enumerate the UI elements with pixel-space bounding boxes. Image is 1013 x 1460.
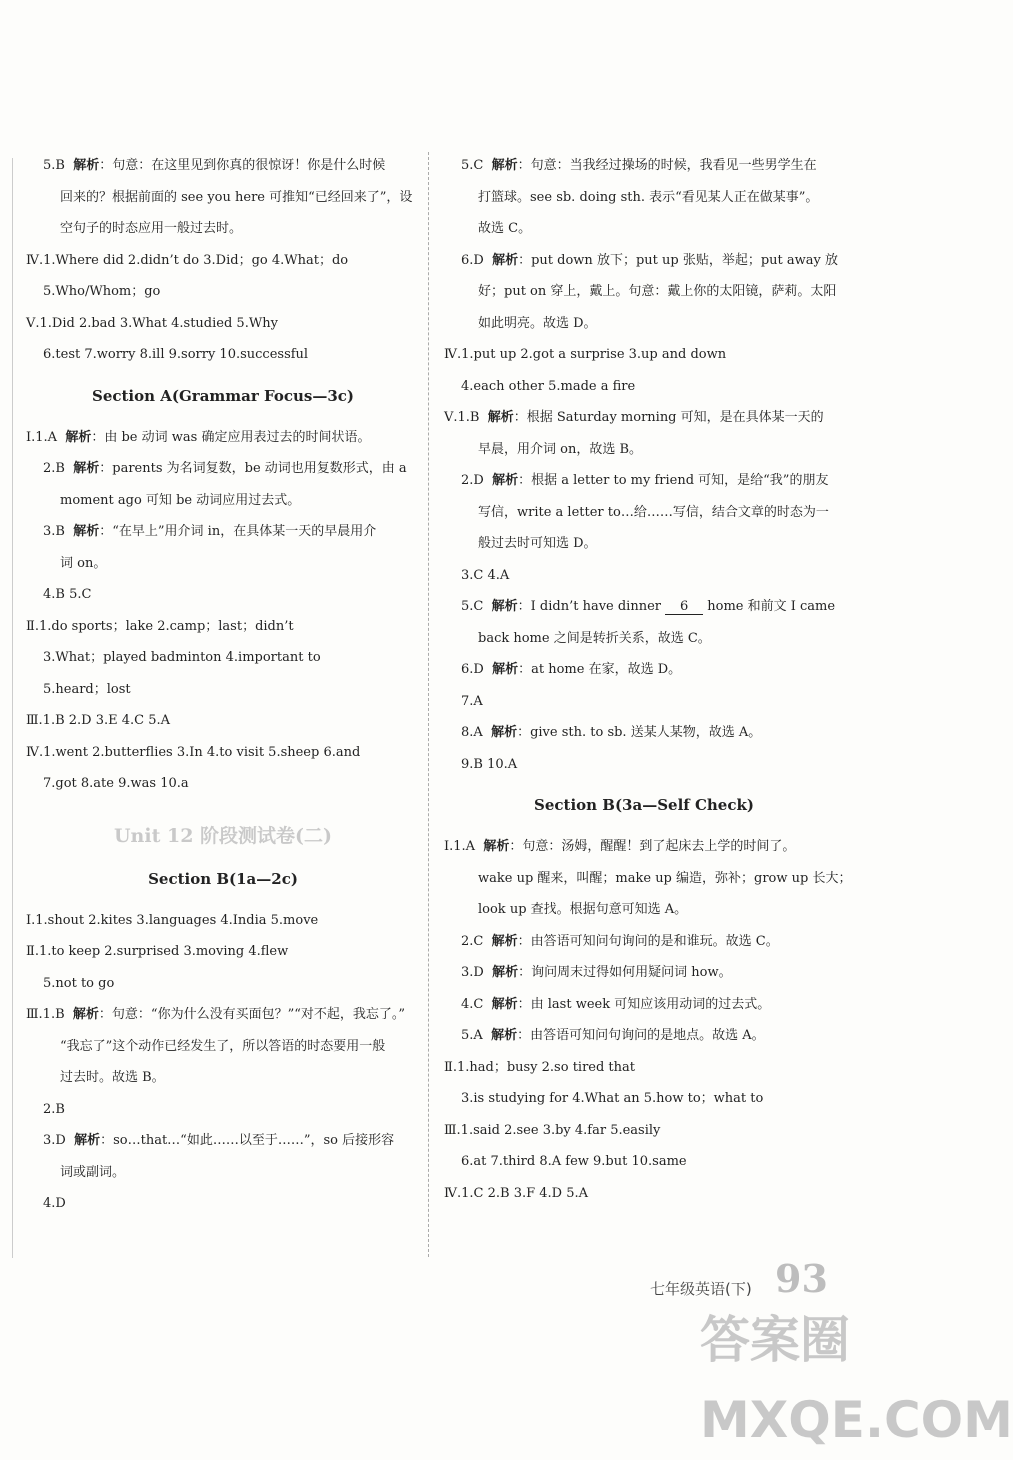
analysis-label: 解析 — [487, 410, 514, 425]
answer-line — [26, 245, 420, 277]
answer-text: Ⅳ.1.went 2.butterflies 3.In 4.to visit 5.sheep 6.and — [26, 744, 361, 760]
answer-text: Ⅳ.1.put up 2.got a surprise 3.up and down — [444, 347, 727, 362]
answer-text: Ⅲ.1.said 2.see 3.by 4.far 5.easily — [444, 1122, 661, 1138]
analysis-label: 解析 — [483, 839, 510, 854]
answer-line — [444, 434, 844, 466]
answer-text: ：句意：当我经过操场的时候，我看见一些男学生在 — [517, 158, 817, 173]
answer-text: 7.A — [461, 693, 483, 709]
answer-line — [26, 968, 420, 1000]
answer-line — [444, 339, 844, 371]
answer-text: ：句意：汤姆，醒醒！到了起床去上学的时间了。 — [509, 839, 796, 854]
answer-line — [444, 1115, 844, 1147]
analysis-label: 解析 — [65, 429, 92, 445]
answer-text: 早晨，用介词 on，故选 B。 — [478, 441, 643, 457]
answer-line — [444, 465, 844, 497]
answer-line — [444, 686, 844, 718]
answer-line — [444, 654, 844, 686]
answer-text: moment ago 可知 be 动词应用过去式。 — [60, 492, 301, 508]
section-heading: Section A(Grammar Focus—3c) — [91, 386, 354, 405]
answer-line — [26, 1062, 420, 1094]
answer-text: ：句意：在这里见到你真的很惊讶！你是什么时候 — [99, 158, 386, 173]
answer-number: 5.A — [461, 1028, 483, 1043]
analysis-label: 解析 — [491, 1028, 518, 1043]
answer-text: look up 查找。根据句意可知选 A。 — [478, 902, 688, 917]
answer-line — [26, 905, 420, 937]
answer-line — [26, 999, 420, 1031]
answer-number: Ⅰ.1.A — [444, 839, 476, 854]
answer-line — [444, 308, 844, 340]
answer-line — [26, 768, 420, 800]
answer-text: Ⅱ.1.to keep 2.surprised 3.moving 4.flew — [26, 944, 289, 959]
answer-number: Ⅲ.1.B — [26, 1007, 65, 1022]
answer-line — [444, 497, 844, 529]
answer-line — [26, 579, 420, 611]
answer-line — [444, 182, 844, 214]
answer-text: ：parents 为名词复数，be 动词也用复数形式，由 a — [99, 461, 407, 476]
answer-line — [26, 213, 420, 245]
answer-line — [444, 623, 844, 655]
answer-text: 4.B 5.C — [43, 587, 92, 602]
answer-text: 6.at 7.third 8.A few 9.but 10.same — [461, 1154, 687, 1169]
answer-number: Ⅰ.1.A — [26, 429, 58, 445]
answer-line — [444, 528, 844, 560]
answer-line — [26, 339, 420, 371]
answer-line — [444, 591, 844, 623]
answer-number: Ⅴ.1.B — [444, 410, 480, 425]
answer-text: wake up 醒来，叫醒；make up 编造，弥补；grow up 长大； — [478, 870, 852, 886]
answer-line — [26, 1094, 420, 1126]
answer-text: ：give sth. to sb. 送某人某物，故选 A。 — [517, 725, 762, 740]
answer-line — [444, 831, 844, 863]
answer-text: ：根据 a letter to my friend 可知，是给“我”的朋友 — [518, 473, 829, 488]
answer-text-after: home 和前文 I came — [703, 599, 836, 614]
answer-text: Ⅴ.1.Did 2.bad 3.What 4.studied 5.Why — [26, 315, 278, 331]
answer-text: ：询问周末过得如何用疑问词 how。 — [518, 965, 732, 980]
answer-text: ：“在早上”用介词 in，在具体某一天的早晨用介 — [99, 524, 377, 539]
answer-line — [26, 485, 420, 517]
answer-text: Ⅰ.1.shout 2.kites 3.languages 4.India 5.move — [26, 912, 319, 928]
answer-line — [26, 737, 420, 769]
answer-line — [444, 276, 844, 308]
answer-text: 2.B — [43, 1101, 65, 1117]
answer-text: Ⅲ.1.B 2.D 3.E 4.C 5.A — [26, 713, 171, 728]
answer-line — [444, 749, 844, 781]
answer-text: 3.C 4.A — [461, 567, 510, 583]
answer-line — [444, 560, 844, 592]
answer-text: 6.test 7.worry 8.ill 9.sorry 10.successful — [43, 347, 309, 362]
answer-line — [444, 1178, 844, 1210]
answer-number: 8.A — [461, 725, 483, 740]
answer-line — [444, 402, 844, 434]
answer-line — [26, 936, 420, 968]
analysis-label: 解析 — [492, 473, 519, 488]
right-column — [444, 150, 852, 1209]
answer-line — [444, 989, 844, 1021]
answer-number: 2.D — [461, 473, 484, 488]
answer-text: ：句意：“你为什么没有买面包？”“对不起，我忘了。” — [98, 1007, 406, 1022]
answer-text: ：由 be 动词 was 确定应用表过去的时间状语。 — [91, 429, 371, 445]
answer-text: 好；put on 穿上，戴上。句意：戴上你的太阳镜，萨莉。太阳 — [478, 284, 837, 299]
answer-text: 4.each other 5.made a fire — [461, 378, 636, 394]
answer-number: 3.B — [43, 524, 65, 539]
answer-line — [26, 516, 420, 548]
answer-text: ：I didn’t have dinner — [517, 599, 666, 614]
analysis-label: 解析 — [73, 158, 100, 173]
answer-line — [444, 1052, 844, 1084]
answer-line — [26, 674, 420, 706]
answer-line — [26, 1031, 420, 1063]
answer-line — [26, 642, 420, 674]
answer-line — [26, 276, 420, 308]
answer-line — [444, 717, 844, 749]
answer-text: 3.is studying for 4.What an 5.how to；what to — [461, 1091, 764, 1106]
answer-line — [26, 548, 420, 580]
analysis-label: 解析 — [491, 158, 518, 173]
answer-text: ：由答语可知问句询问的是和谁玩。故选 C。 — [517, 933, 779, 949]
answer-number: 5.C — [461, 158, 484, 173]
answer-number: 3.D — [43, 1133, 66, 1148]
answer-text: Ⅳ.1.Where did 2.didn’t do 3.Did；go 4.What；do — [26, 252, 349, 268]
page-number: 93 — [775, 1256, 828, 1301]
answer-text: 3.What；played badminton 4.important to — [43, 650, 321, 665]
answer-text: 9.B 10.A — [461, 756, 518, 772]
answer-text: “我忘了”这个动作已经发生了，所以答语的时态要用一般 — [60, 1038, 386, 1054]
left-column — [26, 150, 420, 1220]
analysis-label: 解析 — [492, 252, 519, 268]
answer-line — [444, 371, 844, 403]
answer-text: 打篮球。see sb. doing sth. 表示“看见某人正在做某事”。 — [478, 189, 819, 205]
answer-text: ：由答语可知问句询问的是地点。故选 A。 — [517, 1028, 765, 1043]
page-edge-line — [12, 158, 13, 1258]
answer-line — [26, 1188, 420, 1220]
watermark-logo: 答案圈 MXQE.COM — [700, 1311, 1013, 1449]
answer-line — [26, 705, 420, 737]
answer-number: 3.D — [461, 965, 484, 980]
analysis-label: 解析 — [73, 461, 100, 476]
answer-line — [26, 1125, 420, 1157]
answer-line — [444, 957, 844, 989]
answer-text: 5.heard；lost — [43, 681, 131, 697]
answer-text: 写信，write a letter to…给……写信，结合文章的时态为一 — [478, 504, 829, 520]
answer-line — [26, 422, 420, 454]
answer-number: 2.B — [43, 461, 65, 476]
analysis-label: 解析 — [491, 599, 518, 614]
answer-number: 2.C — [461, 933, 484, 949]
answer-line — [444, 1146, 844, 1178]
answer-line — [444, 894, 844, 926]
answer-text: 空句子的时态应用一般过去时。 — [60, 221, 243, 236]
answer-text: Ⅳ.1.C 2.B 3.F 4.D 5.A — [444, 1185, 588, 1201]
answer-text: 如此明亮。故选 D。 — [478, 315, 597, 331]
answer-text: 5.not to go — [43, 975, 115, 991]
answer-text: 故选 C。 — [478, 221, 532, 236]
answer-line — [444, 1083, 844, 1115]
answer-text: ：at home 在家，故选 D。 — [518, 662, 682, 677]
answer-line — [444, 150, 844, 182]
answer-line — [26, 308, 420, 340]
answer-text: 5.Who/Whom；go — [43, 284, 161, 299]
answer-text: ：根据 Saturday morning 可知，是在具体某一天的 — [513, 410, 824, 425]
analysis-label: 解析 — [492, 965, 519, 980]
answer-line — [26, 182, 420, 214]
answer-text: 4.D — [43, 1196, 66, 1211]
answer-text: 般过去时可知选 D。 — [478, 536, 597, 551]
answer-number: 6.D — [461, 662, 484, 677]
answer-text: 7.got 8.ate 9.was 10.a — [43, 776, 189, 791]
fill-blank: 6 — [665, 599, 703, 615]
footer-grade-label: 七年级英语(下) — [650, 1280, 752, 1298]
analysis-label: 解析 — [72, 1007, 99, 1022]
answer-number: 4.C — [461, 996, 484, 1012]
section-heading: Section B(3a—Self Check) — [534, 796, 754, 814]
answer-text: Ⅱ.1.had；busy 2.so tired that — [444, 1059, 636, 1075]
answer-line — [444, 245, 844, 277]
answer-line — [444, 863, 852, 895]
unit-heading: Unit 12 阶段测试卷(二) — [113, 824, 333, 847]
answer-text: 词或副词。 — [60, 1164, 126, 1180]
answer-number: 5.C — [461, 599, 484, 614]
answer-text: 回来的？根据前面的 see you here 可推知“已经回来了”，设 — [60, 189, 413, 205]
answer-line — [26, 611, 420, 643]
analysis-label: 解析 — [492, 662, 519, 677]
answer-line — [444, 926, 844, 958]
answer-text: back home 之间是转折关系，故选 C。 — [478, 630, 711, 646]
analysis-label: 解析 — [491, 725, 518, 740]
answer-number: 5.B — [43, 158, 65, 173]
answer-number: 6.D — [461, 252, 484, 268]
answer-text: 词 on。 — [60, 555, 107, 571]
answer-text: ：so…that…“如此……以至于……”，so 后接形容 — [100, 1133, 395, 1148]
answer-line — [26, 150, 420, 182]
analysis-label: 解析 — [74, 1133, 101, 1148]
answer-line — [444, 1020, 844, 1052]
answer-text: Ⅱ.1.do sports；lake 2.camp；last；didn’t — [26, 618, 294, 634]
answer-line — [444, 213, 844, 245]
section-heading: Section B(1a—2c) — [148, 869, 298, 888]
analysis-label: 解析 — [73, 524, 100, 539]
answer-text: 过去时。故选 B。 — [60, 1070, 165, 1085]
answer-line — [26, 1157, 420, 1189]
answer-line — [26, 453, 420, 485]
analysis-label: 解析 — [491, 996, 518, 1012]
answer-text: ：由 last week 可知应该用动词的过去式。 — [517, 996, 771, 1012]
column-divider — [428, 152, 429, 1257]
answer-text: ：put down 放下；put up 张贴，举起；put away 放 — [518, 252, 838, 268]
analysis-label: 解析 — [491, 933, 518, 949]
